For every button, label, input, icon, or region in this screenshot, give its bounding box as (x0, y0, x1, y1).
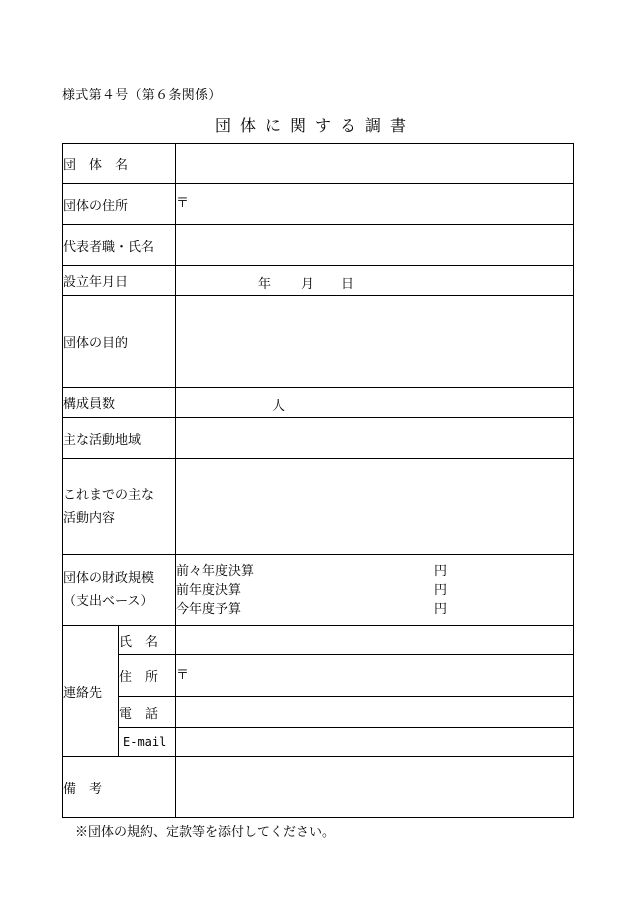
label-contact-address: 住 所 (119, 655, 176, 697)
finance-item-unit: 円 (434, 582, 448, 598)
row-contact-name (63, 626, 574, 655)
input-founded-date[interactable] (176, 266, 574, 296)
input-remarks[interactable] (176, 757, 574, 818)
document-title: 団体に関する調書 (214, 116, 415, 135)
row-representative (63, 225, 574, 266)
input-purpose[interactable] (176, 296, 574, 388)
row-history (63, 459, 574, 555)
label-org-address: 団体の住所 (63, 184, 176, 225)
finance-item-unit: 円 (434, 601, 448, 617)
label-purpose: 団体の目的 (63, 296, 176, 388)
label-founded: 設立年月日 (63, 266, 176, 296)
label-finance (63, 555, 176, 626)
finance-item-label: 前々年度決算 (176, 563, 255, 579)
label-contact-name: 氏 名 (119, 626, 176, 655)
date-year-label: 年 (258, 276, 272, 292)
label-history-line2: 活動内容 (63, 510, 116, 526)
input-representative[interactable] (176, 225, 574, 266)
row-members (63, 388, 574, 418)
input-contact-phone[interactable] (176, 697, 574, 728)
input-org-address[interactable] (176, 184, 574, 225)
finance-item-label: 今年度予算 (176, 601, 242, 617)
row-contact-phone (63, 697, 574, 728)
row-finance (63, 555, 574, 626)
input-org-name[interactable] (176, 144, 574, 184)
survey-form-table (62, 143, 574, 818)
label-org-name: 団 体 名 (63, 144, 176, 184)
label-finance-line2: （支出ベース） (63, 594, 154, 609)
row-area (63, 418, 574, 459)
finance-item-unit: 円 (434, 563, 448, 579)
label-area: 主な活動地域 (63, 418, 176, 459)
label-history (63, 459, 176, 555)
label-finance-line1: 団体の財政規模 (63, 571, 155, 586)
members-unit-label: 人 (272, 398, 286, 414)
row-founded (63, 266, 574, 296)
date-day-label: 日 (341, 276, 355, 292)
row-contact-address (63, 655, 574, 697)
label-contact-email: E-mail (119, 728, 176, 757)
label-contact-phone: 電 話 (119, 697, 176, 728)
input-contact-name[interactable] (176, 626, 574, 655)
label-contact: 連絡先 (63, 626, 119, 757)
finance-item (176, 600, 573, 619)
finance-item (176, 562, 573, 581)
row-contact-email (63, 728, 574, 757)
row-remarks (63, 757, 574, 818)
input-members[interactable] (176, 388, 574, 418)
row-org-name (63, 144, 574, 184)
row-purpose (63, 296, 574, 388)
form-number: 様式第４号（第６条関係） (62, 88, 222, 103)
label-representative: 代表者職・氏名 (63, 225, 176, 266)
input-area[interactable] (176, 418, 574, 459)
input-finance[interactable] (176, 555, 574, 626)
label-history-line1: これまでの主な (63, 487, 155, 503)
label-remarks: 備 考 (63, 757, 176, 818)
label-members: 構成員数 (63, 388, 176, 418)
attachment-note: ※団体の規約、定款等を添付してください。 (75, 825, 336, 840)
input-contact-email[interactable] (176, 728, 574, 757)
row-org-address (63, 184, 574, 225)
input-contact-address[interactable] (176, 655, 574, 697)
finance-item (176, 581, 573, 600)
finance-item-label: 前年度決算 (176, 582, 242, 598)
postal-mark: 〒 (176, 667, 190, 683)
postal-mark: 〒 (176, 196, 190, 211)
input-history[interactable] (176, 459, 574, 555)
date-month-label: 月 (301, 276, 315, 292)
